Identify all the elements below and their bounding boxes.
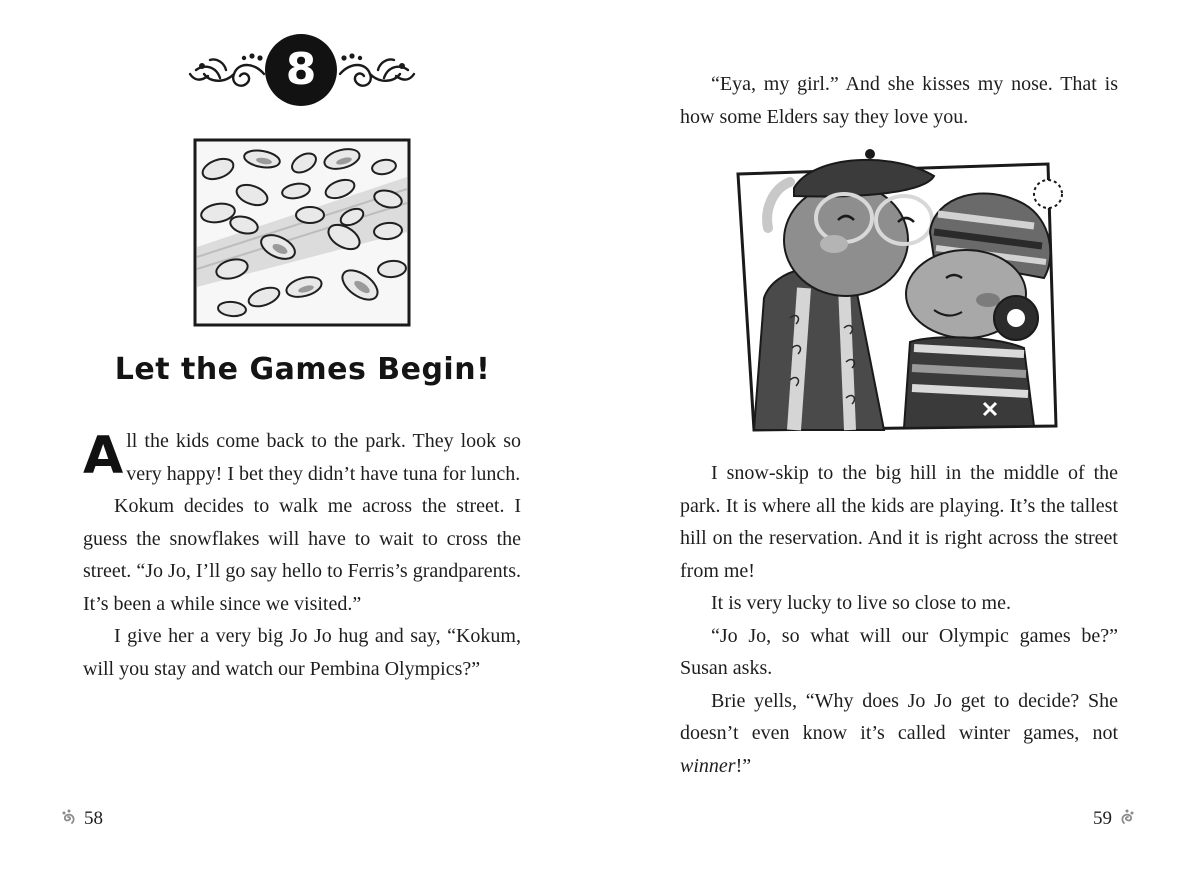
paragraph — [680, 685, 1118, 783]
left-body-text — [83, 425, 521, 685]
paragraph: “Jo Jo, so what will our Olympic games be?” Susan asks. — [680, 624, 1118, 679]
beans-illustration — [192, 137, 412, 328]
paragraph: I give her a very big Jo Jo hug and say, “Kokum, will you stay and watch our Pembina Olympics?” — [83, 625, 521, 680]
page-number-left — [60, 806, 103, 832]
paragraph: “Eya, my girl.” And she kisses my nose. That is how some Elders say they love you. — [680, 73, 1118, 128]
paragraph: It is very lucky to live so close to me. — [711, 592, 1011, 614]
swirl-icon — [60, 809, 78, 829]
page-number: 58 — [84, 808, 103, 829]
paragraph-text: Brie yells, “Why does Jo Jo get to decide? She doesn’t even know it’s called winter games, not — [680, 689, 1118, 744]
paragraph: Kokum decides to walk me across the street. I guess the snowflakes will have to wait to cross the street. “Jo Jo, I’ll go say hello to Ferris’s grandparents. It’s been a while since we visited.” — [83, 495, 521, 615]
paragraph-text: ll the kids come back to the park. They look so very happy! I bet they didn’t have tuna for lunch. — [126, 430, 521, 485]
paragraph: I snow-skip to the big hill in the middle of the park. It is where all the kids are playing. It’s the tallest hill on the reservation. And it is right across the street from me! — [680, 462, 1118, 582]
right-top-text — [680, 68, 1118, 133]
chapter-title: Let the Games Begin! — [114, 352, 491, 387]
right-body-text — [680, 457, 1118, 782]
chapter-number-badge: 8 — [265, 34, 337, 106]
emphasis-text: winner — [680, 754, 736, 777]
paragraph — [83, 425, 521, 490]
paragraph-text-end: !” — [735, 754, 752, 777]
page-number: 59 — [1093, 808, 1112, 829]
page-number-right — [1093, 806, 1136, 832]
kokum-kiss-illustration — [734, 148, 1074, 432]
drop-cap: A — [83, 426, 124, 486]
swirl-icon — [1118, 809, 1136, 829]
